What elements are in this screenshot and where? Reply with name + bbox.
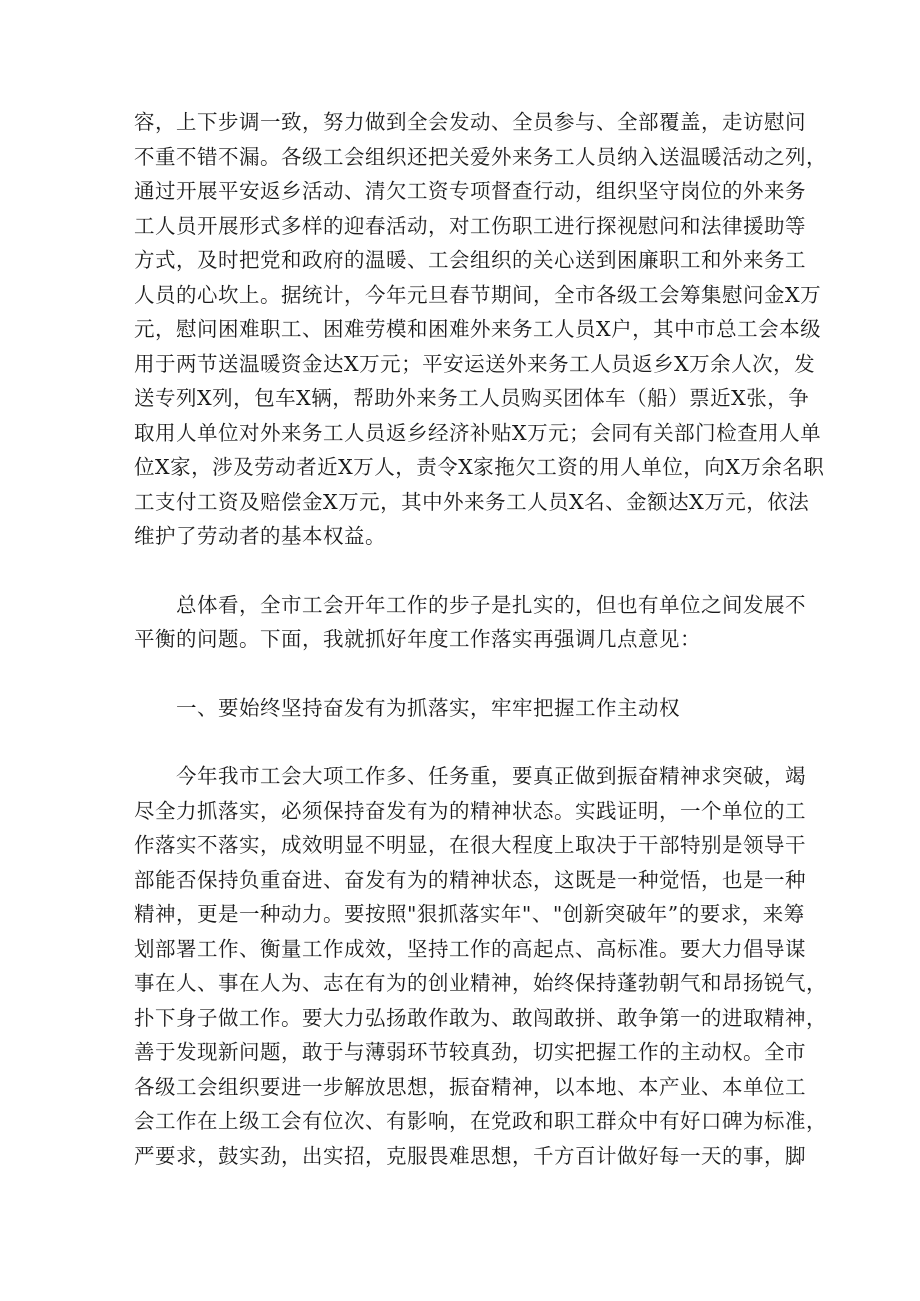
text-line: 位X家，涉及劳动者近X万人，责令X家拖欠工资的用人单位，向X万余名职 xyxy=(134,455,825,479)
text-line: 人员的心坎上。据统计，今年元旦春节期间，全市各级工会筹集慰问金X万 xyxy=(134,282,822,307)
text-line: 元，慰问困难职工、困难劳模和困难外来务工人员X户，其中市总工会本级 xyxy=(134,317,822,341)
text-line: 今年我市工会大项工作多、任务重，要真正做到振奋精神求突破，竭 xyxy=(176,764,806,788)
text-line: 总体看，全市工会开年工作的步子是扎实的，但也有单位之间发展不 xyxy=(176,592,806,617)
text-line: 通过开展平安返乡活动、清欠工资专项督查行动，组织坚守岗位的外来务 xyxy=(134,179,806,203)
paragraph-work-spirit xyxy=(134,759,827,1173)
text-line: 作落实不落实，成效明显不明显，在很大程度上取决于干部特别是领导干 xyxy=(134,833,806,857)
text-line: 事在人、事在人为、志在有为的创业精神，始终保持蓬勃朝气和昂扬锐气， xyxy=(134,971,827,995)
text-line: 用于两节送温暖资金达X万元；平安运送外来务工人员返乡X万余人次，发 xyxy=(134,351,816,376)
text-line: 扑下身子做工作。要大力弘扬敢作敢为、敢闯敢拼、敢争第一的进取精神， xyxy=(134,1005,827,1030)
text-line: 取用人单位对外来务工人员返乡经济补贴X万元；会同有关部门检查用人单 xyxy=(134,420,822,445)
text-line: 善于发现新问题，敢于与薄弱环节较真劲，切实把握工作的主动权。全市 xyxy=(134,1040,806,1064)
text-line: 工人员开展形式多样的迎春活动，对工伤职工进行探视慰问和法律援助等 xyxy=(134,213,806,238)
text-line: 维护了劳动者的基本权益。 xyxy=(134,524,386,548)
text-line: 不重不错不漏。各级工会组织还把关爱外来务工人员纳入送温暖活动之列， xyxy=(134,144,827,169)
text-line: 尽全力抓落实，必须保持奋发有为的精神状态。实践证明，一个单位的工 xyxy=(134,798,806,823)
text-line: 送专列X列，包车X辆，帮助外来务工人员购买团体车（船）票近X张，争 xyxy=(134,386,810,410)
text-line: 工支付工资及赔偿金X万元，其中外来务工人员X名、金额达X万元，依法 xyxy=(134,489,810,514)
text-line: 划部署工作、衡量工作成效，坚持工作的高起点、高标准。要大力倡导谋 xyxy=(134,936,806,961)
section-heading-1: 一、要始终坚持奋发有为抓落实，牢牢把握工作主动权 xyxy=(176,695,680,720)
paragraph-relief-statistics xyxy=(134,105,827,554)
text-line: 平衡的问题。下面，我就抓好年度工作落实再强调几点意见： xyxy=(134,627,701,651)
text-line: 部能否保持负重奋进、奋发有为的精神状态，这既是一种觉悟，也是一种 xyxy=(134,867,806,892)
text-line: 严要求，鼓实劲，出实招，克服畏难思想，千方百计做好每一天的事，脚 xyxy=(134,1143,806,1168)
text-line: 各级工会组织要进一步解放思想，振奋精神，以本地、本产业、本单位工 xyxy=(134,1074,806,1099)
text-line: 精神，更是一种动力。要按照"狠抓落实年"、"创新突破年”的要求，来筹 xyxy=(134,902,805,926)
document-page xyxy=(134,105,827,1173)
text-line: 容，上下步调一致，努力做到全会发动、全员参与、全部覆盖，走访慰问 xyxy=(134,110,806,134)
paragraph-summary xyxy=(134,588,806,657)
text-line: 方式，及时把党和政府的温暖、工会组织的关心送到困廉职工和外来务工 xyxy=(134,248,806,272)
text-line: 会工作在上级工会有位次、有影响，在党政和职工群众中有好口碑为标准， xyxy=(134,1109,827,1133)
